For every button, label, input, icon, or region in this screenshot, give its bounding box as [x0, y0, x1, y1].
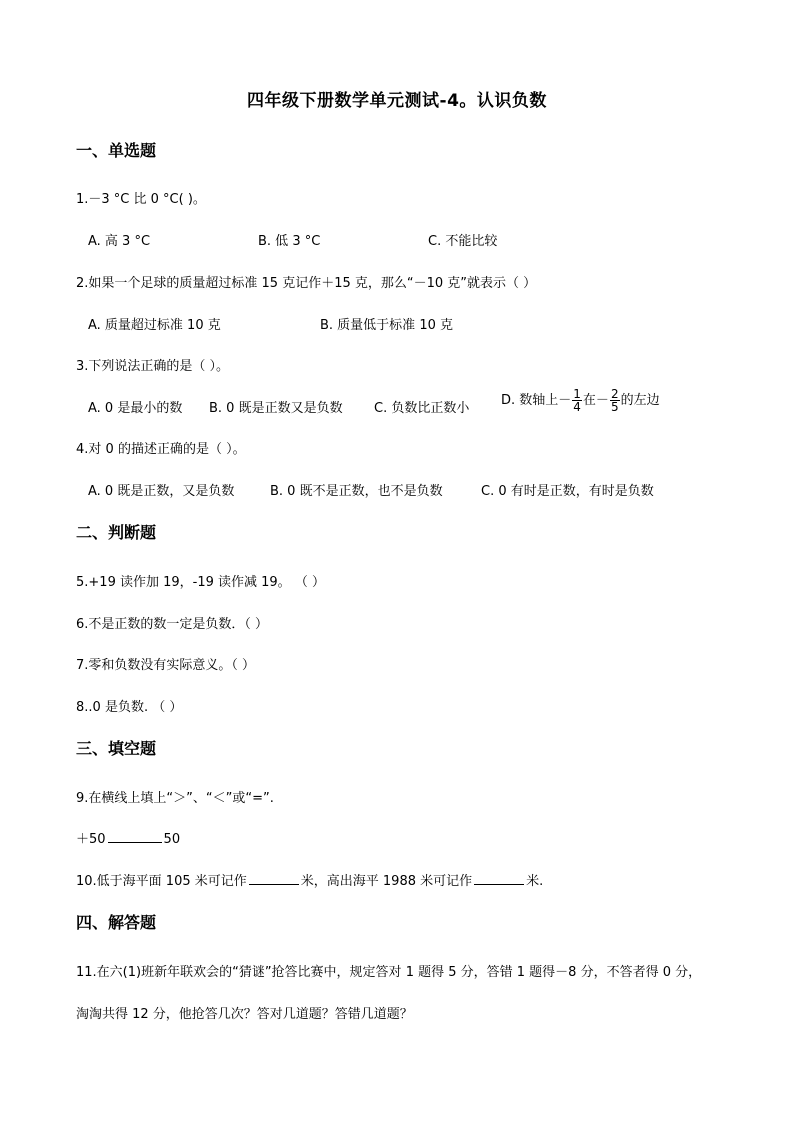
question-1-stem: 1.－3 °C 比 0 °C( )。 [76, 192, 206, 207]
question-2-stem: 2.如果一个足球的质量超过标准 15 克记作＋15 克，那么“－10 克”就表示（ ） [76, 276, 537, 291]
question-10-part-1: 10.低于海平面 105 米可记作 [76, 874, 247, 889]
question-3-option-a: A. 0 是最小的数 [88, 401, 183, 416]
question-3-option-d-suffix: 的左边 [620, 393, 660, 408]
question-1-option-c: C. 不能比较 [428, 234, 498, 249]
question-5: 5.+19 读作加 19，-19 读作减 19。 （ ） [76, 575, 325, 590]
question-4-option-c: C. 0 有时是正数，有时是负数 [481, 484, 654, 499]
question-3-option-d-prefix: D. 数轴上－ [501, 393, 572, 408]
page-title: 四年级下册数学单元测试-4。认识负数 [247, 91, 547, 111]
question-3-option-d [501, 388, 660, 413]
question-11-line-2: 淘淘共得 12 分，他抢答几次？答对几道题？答错几道题？ [76, 1007, 413, 1022]
section-heading-fill-in: 三、填空题 [76, 739, 157, 758]
question-2-option-b: B. 质量低于标准 10 克 [320, 318, 453, 333]
section-heading-true-false: 二、判断题 [76, 523, 157, 542]
fraction-one-quarter: $\frac{1}{4}$ [573, 387, 581, 414]
question-9-stem: 9.在横线上填上“＞”、“＜”或“=”. [76, 791, 274, 806]
question-10-part-2: 米，高出海平 1988 米可记作 [300, 874, 473, 889]
section-heading-single-choice: 一、单选题 [76, 141, 157, 160]
question-3-stem: 3.下列说法正确的是（ ）。 [76, 359, 230, 374]
question-4-option-b: B. 0 既不是正数，也不是负数 [270, 484, 443, 499]
question-9-right-value: 50 [163, 832, 181, 847]
section-heading-word-problems: 四、解答题 [76, 913, 157, 932]
question-10-blank-2[interactable] [474, 872, 524, 885]
question-10-part-3: 米. [526, 874, 544, 889]
question-8: 8..0 是负数. （ ） [76, 700, 183, 715]
question-3-option-d-mid: 在－ [582, 393, 609, 408]
question-10 [76, 870, 543, 889]
question-6: 6.不是正数的数一定是负数．（ ） [76, 617, 269, 632]
question-3-option-c: C. 负数比正数小 [374, 401, 470, 416]
fraction-two-fifths: $\frac{2}{5}$ [610, 387, 619, 414]
question-2-option-a: A. 质量超过标准 10 克 [88, 318, 221, 333]
question-9-answer-blank[interactable] [108, 830, 162, 843]
question-1-option-b: B. 低 3 °C [258, 234, 321, 249]
question-1-option-a: A. 高 3 °C [88, 234, 151, 249]
question-9-comparison [76, 828, 180, 847]
question-10-blank-1[interactable] [249, 872, 299, 885]
question-4-stem: 4.对 0 的描述正确的是（ ）。 [76, 442, 246, 457]
question-4-option-a: A. 0 既是正数，又是负数 [88, 484, 235, 499]
question-3-option-b: B. 0 既是正数又是负数 [209, 401, 343, 416]
question-9-left-value: ＋50 [76, 832, 106, 847]
question-7: 7.零和负数没有实际意义。（ ） [76, 658, 256, 673]
question-11-line-1: 11.在六(1)班新年联欢会的“猜谜”抢答比赛中，规定答对 1 题得 5 分，答错 1 题得－8 分，不答者得 0 分， [76, 965, 702, 980]
